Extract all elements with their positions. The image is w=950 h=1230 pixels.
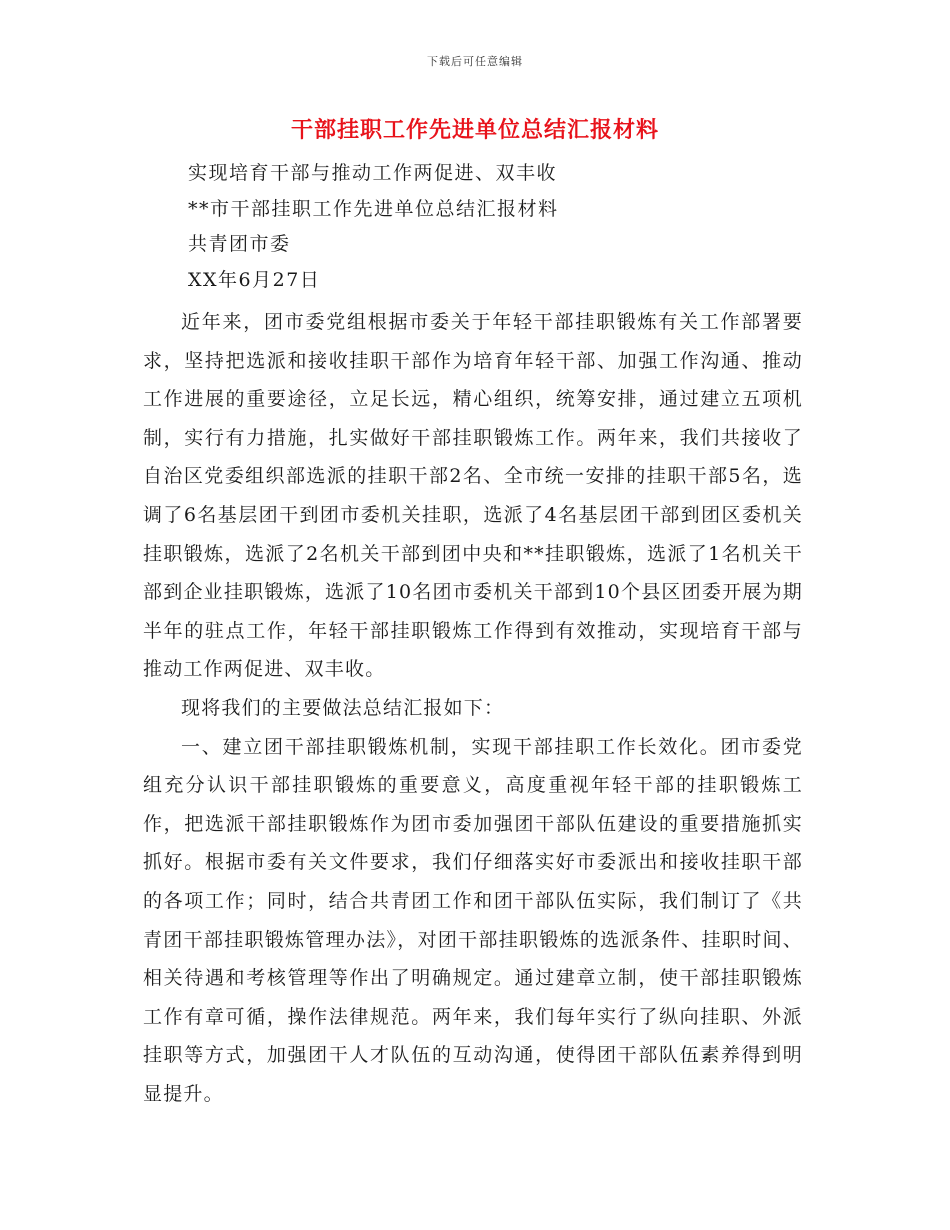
report-title-line: **市干部挂职工作先进单位总结汇报材料 [188,197,559,220]
page-header-note: 下载后可任意编辑 [427,55,523,68]
body-paragraph: 现将我们的主要做法总结汇报如下： [181,696,505,719]
date-line: XX年6月27日 [188,268,321,291]
body-paragraph: 近年来，团市委党组根据市委关于年轻干部挂职锻炼有关工作部署要求，坚持把选派和接收挂职干部作为培育年轻干部、加强工作沟通、推动工作进展的重要途径，立足长远，精心组织，统筹安排，通过建立五项机制，实行有力措施，扎实做好干部挂职锻炼工作。两年来，我们共接收了自治区党委组织部选派的挂职干部2名、全市统一安排的挂职干部5名，选调了6名基层团干到团市委机关挂职，选派了4名基层团干部到团区委机关挂职锻炼，选派了2名机关干部到团中央和**挂职锻炼，选派了1名机关干部到企业挂职锻炼，选派了10名团市委机关干部到10个县区团委开展为期半年的驻点工作，年轻干部挂职锻炼工作得到有效推动，实现培育干部与推动工作两促进、双丰收。 [143,311,803,681]
document-title: 干部挂职工作先进单位总结汇报材料 [290,117,659,143]
subtitle-line: 实现培育干部与推动工作两促进、双丰收 [188,162,558,184]
body-paragraph: 一、建立团干部挂职锻炼机制，实现干部挂职工作长效化。团市委党组充分认识干部挂职锻炼的重要意义，高度重视年轻干部的挂职锻炼工作，把选派干部挂职锻炼作为团市委加强团干部队伍建设的重要措施抓实抓好。根据市委有关文件要求，我们仔细落实好市委派出和接收挂职干部的各项工作；同时，结合共青团工作和团干部队伍实际，我们制订了《共青团干部挂职锻炼管理办法》，对团干部挂职锻炼的选派条件、挂职时间、相关待遇和考核管理等作出了明确规定。通过建章立制，使干部挂职锻炼工作有章可循，操作法律规范。两年来，我们每年实行了纵向挂职、外派挂职等方式，加强团干人才队伍的互动沟通，使得团干部队伍素养得到明显提升。 [143,735,803,1105]
document-body [143,303,803,1113]
author-line: 共青团市委 [188,233,291,255]
document-meta [188,156,559,298]
